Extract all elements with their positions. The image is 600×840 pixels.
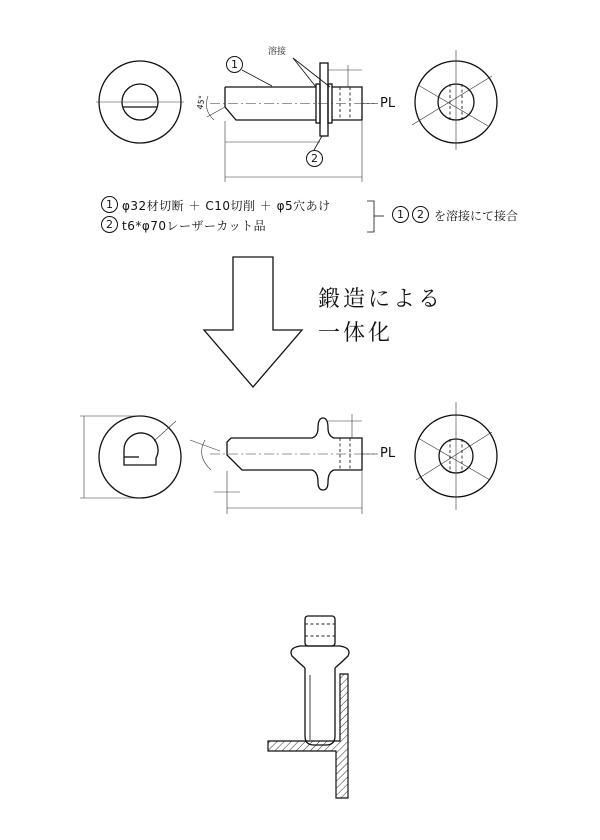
- process-line2: 一体化: [318, 321, 394, 346]
- join-text: を溶接にて接合: [434, 209, 519, 223]
- process-line1: 鍛造による: [318, 287, 444, 312]
- parting-line-label-bottom: PL: [380, 446, 396, 461]
- weld-label: 溶接: [268, 47, 287, 57]
- top-right-end-view: [412, 50, 497, 150]
- middle-right-end-view: [415, 402, 497, 510]
- join-marker-a: 1: [392, 206, 409, 223]
- join-marker-b: 2: [412, 206, 429, 223]
- part1-marker: 1: [226, 56, 243, 73]
- part2-marker: 2: [306, 150, 323, 167]
- note-item2-marker: 2: [101, 216, 118, 233]
- installed-section-view: [268, 616, 349, 798]
- note-item1-text: φ32材切断 ＋ C10切削 ＋ φ5穴あけ: [122, 199, 331, 213]
- middle-forged-part-side-view: [190, 414, 378, 514]
- top-welded-part-side-view: [206, 58, 378, 182]
- note-item2-text: t6*φ70レーザーカット品: [122, 219, 267, 233]
- process-arrow: [204, 257, 302, 387]
- note-item1-marker: 1: [101, 196, 118, 213]
- notes-bracket: [367, 201, 384, 232]
- middle-left-end-view: [80, 416, 181, 498]
- parting-line-label-top: PL: [380, 96, 396, 111]
- top-left-end-view: [96, 61, 184, 143]
- chamfer-angle-label: 45°: [195, 94, 207, 111]
